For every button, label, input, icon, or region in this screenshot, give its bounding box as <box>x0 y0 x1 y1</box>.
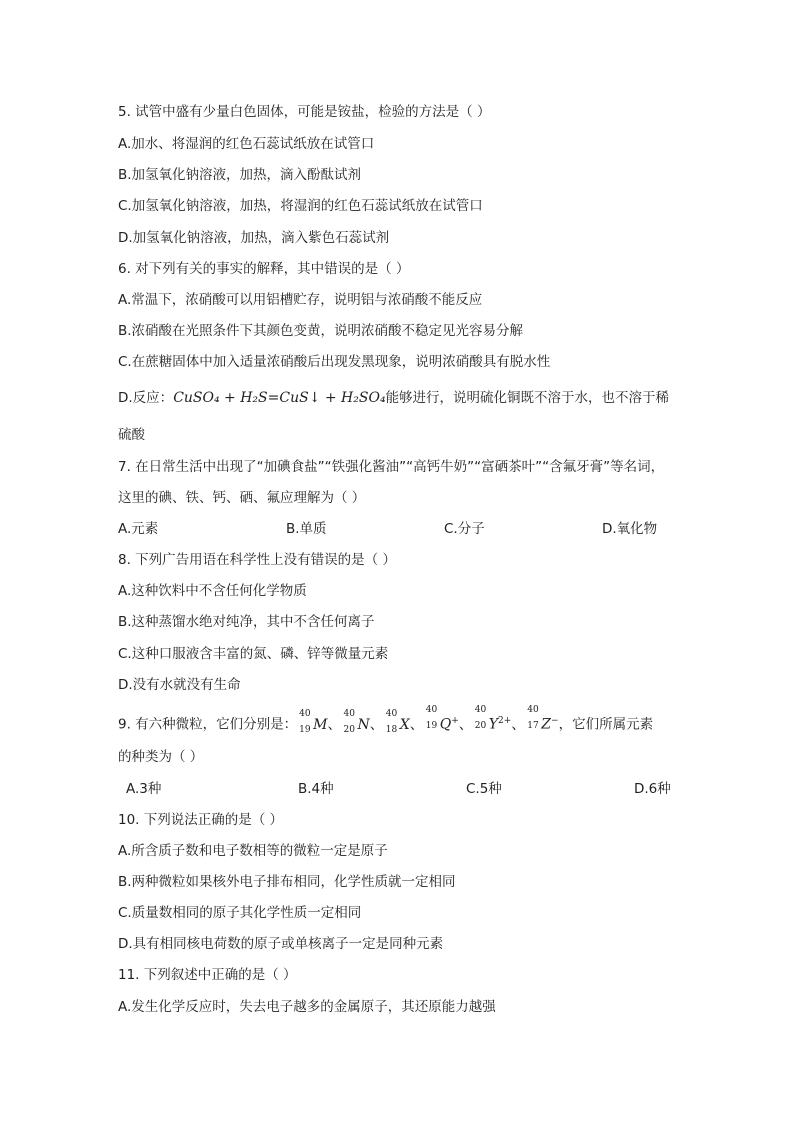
particle-atomic-number: 20 <box>474 721 487 731</box>
question-6-option-d-suffix: 能够进行，说明硫化铜既不溶于水，也不溶于稀 <box>385 390 670 406</box>
question-9-option-c: C.5种 <box>466 781 502 797</box>
question-7-option-d: D.氧化物 <box>602 521 658 537</box>
particle-y <box>474 705 512 734</box>
question-10-option-d: D.具有相同核电荷数的原子或单核离子一定是同种元素 <box>118 936 444 952</box>
question-9-stem-prefix: 9. 有六种微粒，它们分别是： <box>118 716 298 733</box>
particle-mass-number: 40 <box>425 705 438 715</box>
particle-symbol: X <box>399 716 410 733</box>
question-5-option-c: C.加氢氧化钠溶液，加热，将湿润的红色石蕊试纸放在试管口 <box>118 198 483 214</box>
particle-separator: 、 <box>327 716 342 733</box>
particle-atomic-number: 18 <box>385 724 398 735</box>
particle-atomic-number: 17 <box>527 721 539 731</box>
particle-mass-number: 40 <box>527 705 539 715</box>
question-5-option-b: B.加氢氧化钠溶液，加热，滴入酚酞试剂 <box>118 167 362 183</box>
question-6-option-c: C.在蔗糖固体中加入适量浓硝酸后出现发黑现象，说明浓硝酸具有脱水性 <box>118 354 551 370</box>
question-7-option-b: B.单质 <box>286 521 327 537</box>
question-9-stem <box>118 705 654 735</box>
particle-separator: 、 <box>458 716 473 733</box>
question-8-option-c: C.这种口服液含丰富的氮、磷、锌等微量元素 <box>118 646 389 662</box>
question-8-stem: 8. 下列广告用语在科学性上没有错误的是（ ） <box>118 552 396 568</box>
question-6-option-d <box>118 389 669 407</box>
particle-charge: 2+ <box>498 716 512 726</box>
particle-charge: + <box>451 716 459 726</box>
question-6-option-d-wrap: 硫酸 <box>118 427 145 443</box>
particle-atomic-number: 19 <box>425 721 438 731</box>
question-6-equation: CuSO₄ + H₂S=CuS↓ + H₂SO₄ <box>173 390 386 406</box>
question-8-option-b: B.这种蒸馏水绝对纯净，其中不含任何离子 <box>118 614 375 630</box>
question-9-stem-wrap: 的种类为（ ） <box>118 749 204 765</box>
particle-symbol: M <box>313 716 328 733</box>
question-9-option-a: A.3种 <box>126 781 162 797</box>
particle-atomic-number: 19 <box>299 724 311 735</box>
particle-separator: 、 <box>511 716 526 733</box>
particle-separator: 、 <box>369 716 384 733</box>
question-7-stem-line1: 7. 在日常生活中出现了“加碘食盐”“铁强化酱油”“高钙牛奶”“富硒茶叶”“含氟牙膏”等名词， <box>118 459 665 475</box>
particle-q <box>425 705 459 734</box>
question-11-stem: 11. 下列叙述中正确的是（ ） <box>118 967 297 983</box>
particle-n <box>343 708 370 735</box>
question-8-option-a: A.这种饮料中不含任何化学物质 <box>118 583 307 599</box>
particle-atomic-number: 20 <box>343 724 355 735</box>
particle-symbol: Z <box>541 716 552 733</box>
particle-z <box>527 705 559 734</box>
question-10-stem: 10. 下列说法正确的是（ ） <box>118 812 284 828</box>
question-9-stem-suffix: ，它们所属元素 <box>558 716 654 733</box>
question-6-option-b: B.浓硝酸在光照条件下其颜色变黄，说明浓硝酸不稳定见光容易分解 <box>118 323 524 339</box>
particle-m <box>299 708 328 735</box>
question-7-stem-line2: 这里的碘、铁、钙、硒、氟应理解为（ ） <box>118 490 366 506</box>
question-6-option-d-prefix: D.反应： <box>118 390 174 406</box>
question-6-option-a: A.常温下，浓硝酸可以用铝槽贮存，说明铝与浓硝酸不能反应 <box>118 292 483 308</box>
question-10-option-b: B.两种微粒如果核外电子排布相同，化学性质就一定相同 <box>118 874 456 890</box>
particle-charge: − <box>551 716 559 726</box>
question-9-particles <box>297 705 559 735</box>
question-5-stem: 5. 试管中盛有少量白色固体，可能是铵盐，检验的方法是（ ） <box>118 104 491 120</box>
particle-mass-number: 40 <box>299 708 311 719</box>
question-5-option-d: D.加氢氧化钠溶液，加热，滴入紫色石蕊试剂 <box>118 230 390 246</box>
question-10-option-c: C.质量数相同的原子其化学性质一定相同 <box>118 905 362 921</box>
question-7-option-a: A.元素 <box>118 521 159 537</box>
particle-separator: 、 <box>409 716 424 733</box>
particle-symbol: N <box>357 716 370 733</box>
particle-mass-number: 40 <box>385 708 398 719</box>
question-6-stem: 6. 对下列有关的事实的解释，其中错误的是（ ） <box>118 261 410 277</box>
particle-mass-number: 40 <box>343 708 355 719</box>
question-11-option-a: A.发生化学反应时，失去电子越多的金属原子，其还原能力越强 <box>118 999 496 1015</box>
particle-symbol: Q <box>439 716 452 733</box>
particle-mass-number: 40 <box>474 705 487 715</box>
question-5-option-a: A.加水、将湿润的红色石蕊试纸放在试管口 <box>118 136 375 152</box>
question-8-option-d: D.没有水就没有生命 <box>118 677 241 693</box>
question-10-option-a: A.所含质子数和电子数相等的微粒一定是原子 <box>118 843 388 859</box>
particle-x <box>385 708 410 735</box>
question-9-option-b: B.4种 <box>298 781 334 797</box>
particle-symbol: Y <box>488 716 499 733</box>
question-7-option-c: C.分子 <box>444 521 485 537</box>
question-9-option-d: D.6种 <box>634 781 671 797</box>
